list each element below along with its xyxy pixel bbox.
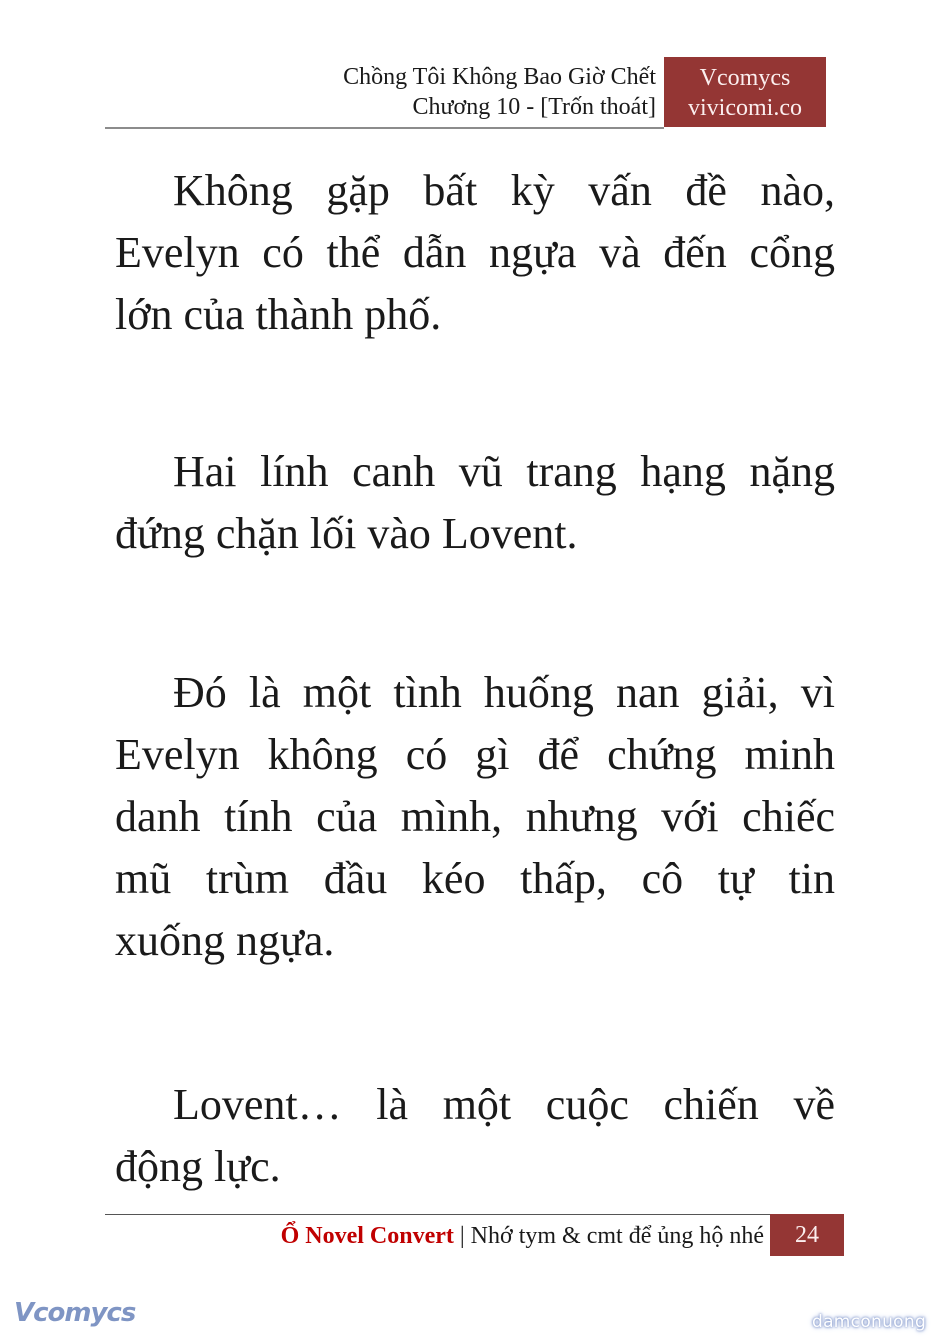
page-number: 24 — [770, 1214, 844, 1256]
header-divider — [105, 127, 664, 129]
footer-brand: Ổ Novel Convert — [280, 1223, 454, 1249]
text-line: Evelyn không có gì để chứng minh — [115, 730, 835, 779]
brand-site: vivicomi.co — [688, 95, 802, 121]
paragraph-3 — [115, 662, 835, 972]
book-title: Chồng Tôi Không Bao Giờ Chết — [343, 64, 656, 90]
paragraph-2 — [115, 441, 835, 565]
credit-watermark: damconuong — [812, 1312, 927, 1332]
paragraph-4 — [115, 1074, 835, 1198]
text-line: Đó là một tình huống nan giải, vì — [173, 668, 835, 717]
brand-badge — [664, 57, 826, 127]
paragraph-1 — [115, 160, 835, 346]
footer-separator: | — [453, 1223, 471, 1249]
text-line: Hai lính canh vũ trang hạng nặng — [173, 447, 835, 496]
text-line: xuống ngựa. — [115, 916, 335, 965]
text-line: danh tính của mình, nhưng với chiếc — [115, 792, 835, 841]
vcomycs-logo-watermark: Vcomycs — [14, 1298, 136, 1328]
chapter-title: Chương 10 - [Trốn thoát] — [412, 94, 656, 120]
text-line: Evelyn có thể dẫn ngựa và đến cổng — [115, 228, 835, 277]
footer-divider — [105, 1214, 770, 1215]
text-line: mũ trùm đầu kéo thấp, cô tự tin — [115, 854, 835, 903]
text-line: Lovent… là một cuộc chiến về — [173, 1080, 835, 1129]
footer-message: Nhớ tym & cmt để ủng hộ nhé — [470, 1223, 764, 1249]
footer-note — [281, 1220, 764, 1252]
brand-name: Vcomycs — [699, 65, 791, 91]
text-line: đứng chặn lối vào Lovent. — [115, 509, 578, 558]
running-header — [343, 62, 656, 122]
text-line: Không gặp bất kỳ vấn đề nào, — [173, 166, 835, 215]
text-line: lớn của thành phố. — [115, 290, 442, 339]
text-line: động lực. — [115, 1142, 281, 1191]
